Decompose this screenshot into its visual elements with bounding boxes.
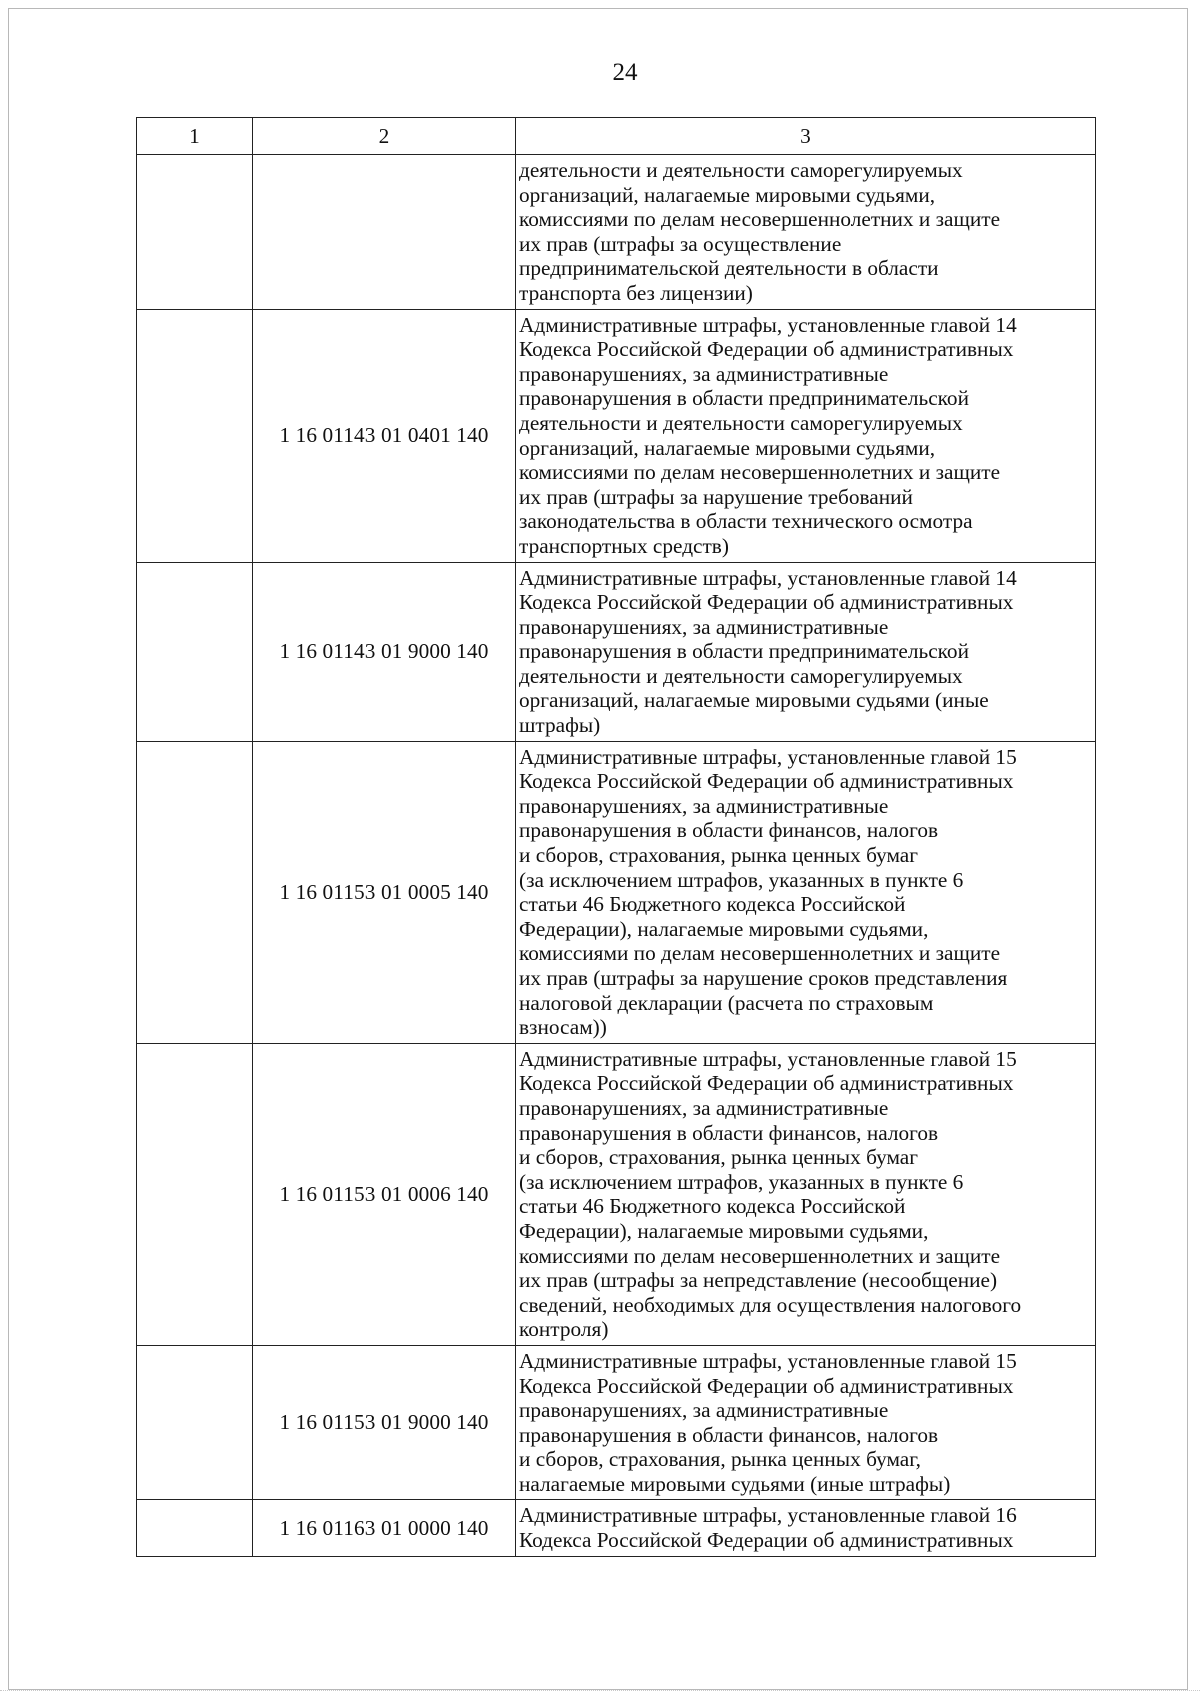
table-row [137, 1500, 1096, 1556]
header-col-1: 1 [137, 118, 253, 155]
revenue-description: Административные штрафы, установленные главой 16 Кодекса Российской Федерации об административных [519, 1503, 1017, 1553]
revenue-code: 1 16 01153 01 9000 140 [279, 1410, 489, 1435]
code-cell [253, 741, 516, 1043]
table-row [137, 1043, 1096, 1345]
table-row [137, 1345, 1096, 1500]
scan-bottom-edge [0, 1690, 1200, 1691]
row-index-cell [137, 155, 253, 310]
revenue-description: Административные штрафы, установленные главой 15 Кодекса Российской Федерации об административных правонарушениях, за административные правонарушения в области финансов, налогов и сборов, страхования, рынка ценных бумаг (за исключением штрафов, указанных в пункте 6 статьи 46 Бюджетного кодекса Российской Федерации), налагаемые мировыми судьями, комиссиями по делам несовершеннолетних и защите их прав (штрафы за непредставление (несообщение) сведений, необходимых для осуществления налогового контроля) [519, 1046, 1022, 1342]
page-number: 24 [612, 59, 638, 86]
row-index-cell [137, 1043, 253, 1345]
code-cell [253, 1345, 516, 1500]
code-cell [253, 309, 516, 562]
header-col-2: 2 [253, 118, 516, 155]
description-cell [516, 562, 1096, 741]
table-header-row [137, 118, 1096, 155]
header-col-3: 3 [516, 118, 1096, 155]
revenue-code: 1 16 01163 01 0000 140 [279, 1515, 489, 1540]
code-cell [253, 1043, 516, 1345]
table-row [137, 309, 1096, 562]
code-cell [253, 562, 516, 741]
revenue-description: Административные штрафы, установленные главой 15 Кодекса Российской Федерации об административных правонарушениях, за административные правонарушения в области финансов, налогов и сборов, страхования, рынка ценных бумаг, налагаемые мировыми судьями (иные штрафы) [519, 1348, 1017, 1496]
revenue-description: Административные штрафы, установленные главой 14 Кодекса Российской Федерации об административных правонарушениях, за административные правонарушения в области предпринимательской деятельности и деятельности саморегулируемых организаций, налагаемые мировыми судьями (иные штрафы) [519, 565, 1017, 738]
description-cell [516, 1345, 1096, 1500]
revenue-codes-table [136, 117, 1096, 1557]
revenue-description: Административные штрафы, установленные главой 14 Кодекса Российской Федерации об административных правонарушениях, за административные правонарушения в области предпринимательской деятельности и деятельности саморегулируемых организаций, налагаемые мировыми судьями, комиссиями по делам несовершеннолетних и защите их прав (штрафы за нарушение требований законодательства в области технического осмотра транспортных средств) [519, 312, 1017, 558]
revenue-description: Административные штрафы, установленные главой 15 Кодекса Российской Федерации об административных правонарушениях, за административные правонарушения в области финансов, налогов и сборов, страхования, рынка ценных бумаг (за исключением штрафов, указанных в пункте 6 статьи 46 Бюджетного кодекса Российской Федерации), налагаемые мировыми судьями, комиссиями по делам несовершеннолетних и защите их прав (штрафы за нарушение сроков представления налоговой декларации (расчета по страховым взносам)) [519, 744, 1017, 1040]
description-cell [516, 155, 1096, 310]
revenue-code: 1 16 01143 01 0401 140 [279, 423, 489, 448]
row-index-cell [137, 741, 253, 1043]
description-cell [516, 309, 1096, 562]
row-index-cell [137, 562, 253, 741]
revenue-code: 1 16 01153 01 0006 140 [279, 1182, 489, 1207]
revenue-code: 1 16 01153 01 0005 140 [279, 879, 489, 904]
description-cell [516, 741, 1096, 1043]
row-index-cell [137, 309, 253, 562]
table-row [137, 741, 1096, 1043]
table-row [137, 562, 1096, 741]
revenue-code: 1 16 01143 01 9000 140 [279, 639, 489, 664]
revenue-description: деятельности и деятельности саморегулируемых организаций, налагаемые мировыми судьями, комиссиями по делам несовершеннолетних и защите их прав (штрафы за осуществление предпринимательской деятельности в области транспорта без лицензии) [519, 158, 1001, 305]
code-cell [253, 1500, 516, 1556]
table-row [137, 155, 1096, 310]
row-index-cell [137, 1345, 253, 1500]
code-cell [253, 155, 516, 310]
description-cell [516, 1500, 1096, 1556]
description-cell [516, 1043, 1096, 1345]
row-index-cell [137, 1500, 253, 1556]
